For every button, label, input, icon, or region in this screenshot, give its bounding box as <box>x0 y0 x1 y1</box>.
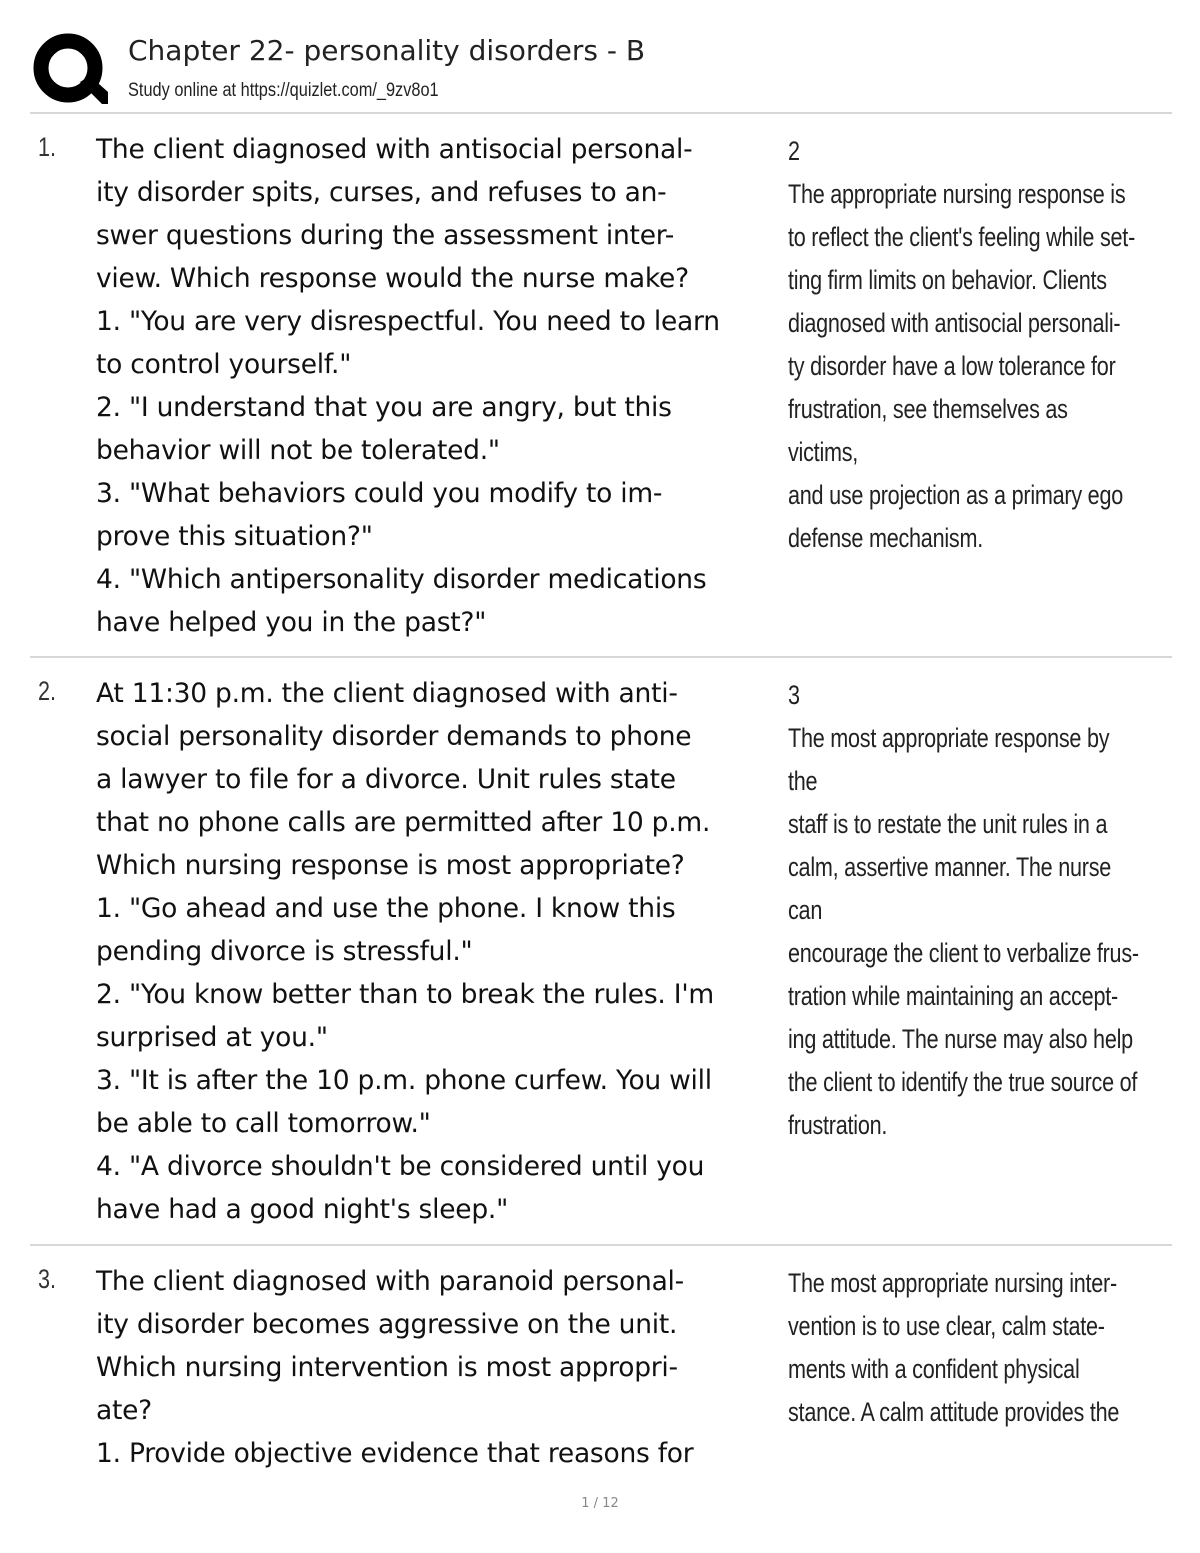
document-title: Chapter 22- personality disorders - B <box>128 34 646 67</box>
study-online-link[interactable]: Study online at https://quizlet.com/_9zv8o1 <box>128 80 439 101</box>
card-answer: The most appropriate nursing inter- vention is to use clear, calm state- ments with a confident physical stance. A calm attitude provides the <box>788 1268 1120 1427</box>
card-question: The client diagnosed with antisocial personal- ity disorder spits, curses, and refuses to an- swer questions during the assessment inter- view. Which response would the nurse make? 1. "You are very disrespectful. You need to learn to control yourself." 2. "I understand that you are angry, but this behavior will not be tolerated." 3. "What behaviors could you modify to im- prove this situation?" 4. "Which antipersonality disorder medications have helped you in the past?" <box>96 134 720 638</box>
card-answer: 2 The appropriate nursing response is to reflect the client's feeling while set- ting firm limits on behavior. Clients diagnosed with antisocial personali- ty disorder have a low tolerance for frustration, see themselves as victims, and use projection as a primary ego defense mechanism. <box>788 136 1136 553</box>
card-number: 1. <box>38 132 57 162</box>
flashcard-3 <box>30 1246 1172 1476</box>
card-question: At 11:30 p.m. the client diagnosed with anti- social personality disorder demands to phone a lawyer to file for a divorce. Unit rules state that no phone calls are permitted after 10 p.m. Which nursing response is most appropriate? 1. "Go ahead and use the phone. I know this pending divorce is stressful." 2. "You know better than to break the rules. I'm surprised at you." 3. "It is after the 10 p.m. phone curfew. You will be able to call tomorrow." 4. "A divorce shouldn't be considered until you have had a good night's sleep." <box>96 678 714 1225</box>
flashcard-1 <box>30 114 1172 658</box>
page-header <box>30 30 1172 112</box>
page-number: 1 / 12 <box>581 1496 619 1511</box>
card-number: 2. <box>38 676 57 706</box>
card-answer: 3 The most appropriate response by the staff is to restate the unit rules in a calm, assertive manner. The nurse can encourage the client to verbalize frus- tration while maintaining an accept- ing attitude. The nurse may also help the client to identify the true source of frustration. <box>788 680 1139 1140</box>
flashcard-2 <box>30 658 1172 1246</box>
quizlet-logo-icon <box>32 32 108 108</box>
card-question: The client diagnosed with paranoid personal- ity disorder becomes aggressive on the unit. Which nursing intervention is most appropri- ate? 1. Provide objective evidence that reasons for <box>96 1266 694 1469</box>
card-number: 3. <box>38 1264 57 1294</box>
